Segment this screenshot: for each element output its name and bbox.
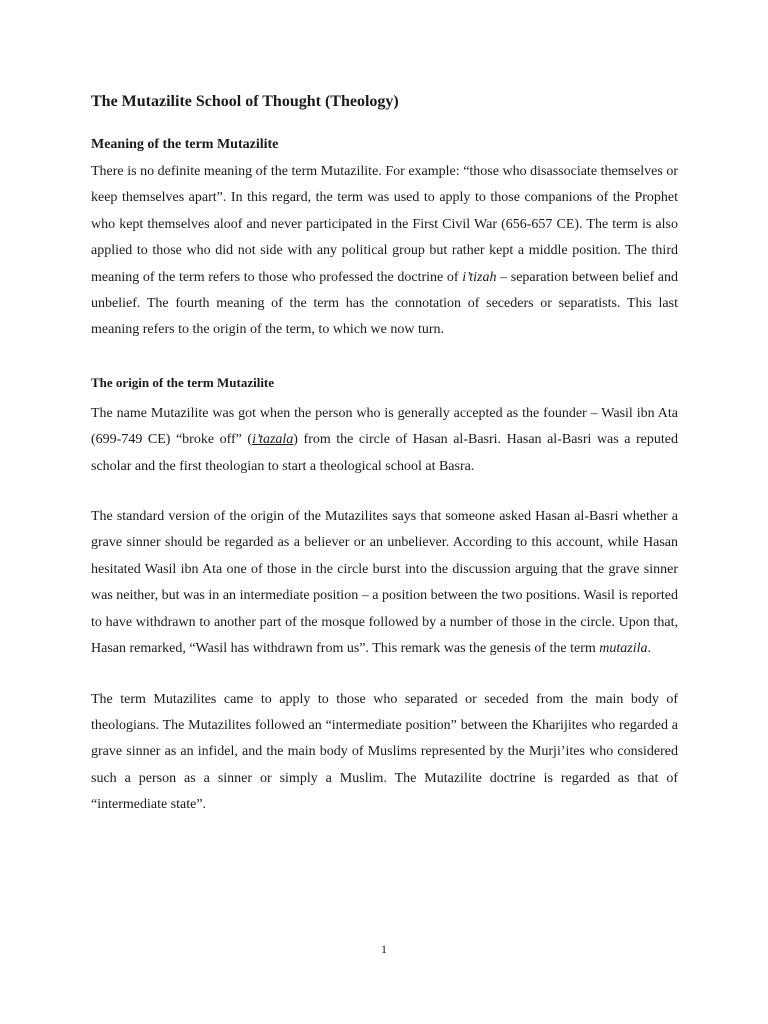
paragraph-text: . [647,641,652,657]
section-heading-meaning: Meaning of the term Mutazilite [91,137,279,152]
paragraph-meaning [91,159,678,344]
paragraph-text: ) from the circle of Hasan al-Basri. Hasan al-Basri was a reputed scholar and the first theologian to start a theological school at Basra. [91,432,678,474]
paragraph-text: The name Mutazilite was got when the person who is generally accepted as the founder – Wasil ibn Ata (699-749 CE) “broke off” ( [91,405,678,448]
paragraph-origin-standard-version [91,504,678,662]
document-content [91,91,678,819]
paragraph-intermediate-position: The term Mutazilites came to apply to those who separated or seceded from the main body of theologians. The Mutazilites followed an “intermediate position” between the Kharijites who regarded a grave sinner as an infidel, and the main body of Muslims represented by the Murji’ites who considered such a person as a sinner or simply a Muslim. The Mutazilite doctrine is regarded as that of “intermediate state”. [91,691,678,813]
italic-term-itazala: i’tazala [252,432,294,448]
section-heading-origin: The origin of the term Mutazilite [91,374,275,390]
document-title: The Mutazilite School of Thought (Theology) [91,93,399,110]
paragraph-origin-founder [91,401,678,480]
paragraph-text: There is no definite meaning of the term Mutazilite. For example: “those who disassociate themselves or keep themselves apart”. In this regard, the term was used to apply to those companions of the Prophet who kept themselves aloof and never participated in the First Civil War (656-657 CE). The term is also applied to those who did not side with any political group but rather kept a middle position. The third meaning of the term refers to those who professed the doctrine of [91,164,678,285]
page-number: 1 [381,942,387,956]
paragraph-text: – separation between belief and unbelief. The fourth meaning of the term has the connotation of seceders or separatists. This last meaning refers to the origin of the term, to which we now turn. [91,269,678,338]
paragraph-text: The standard version of the origin of the Mutazilites says that someone asked Hasan al-Basri whether a grave sinner should be regarded as a believer or an unbeliever. According to this account, while Hasan hesitated Wasil ibn Ata one of those in the circle burst into the discussion arguing that the grave sinner was neither, but was in an intermediate position – a position between the two positions. Wasil is reported to have withdrawn to another part of the mosque followed by a number of those in the circle. Upon that, Hasan remarked, “Wasil has withdrawn from us”. This remark was the genesis of the term [91,509,678,657]
italic-term-itizah: i’tizah [462,269,497,285]
italic-term-mutazila: mutazila [599,641,648,657]
